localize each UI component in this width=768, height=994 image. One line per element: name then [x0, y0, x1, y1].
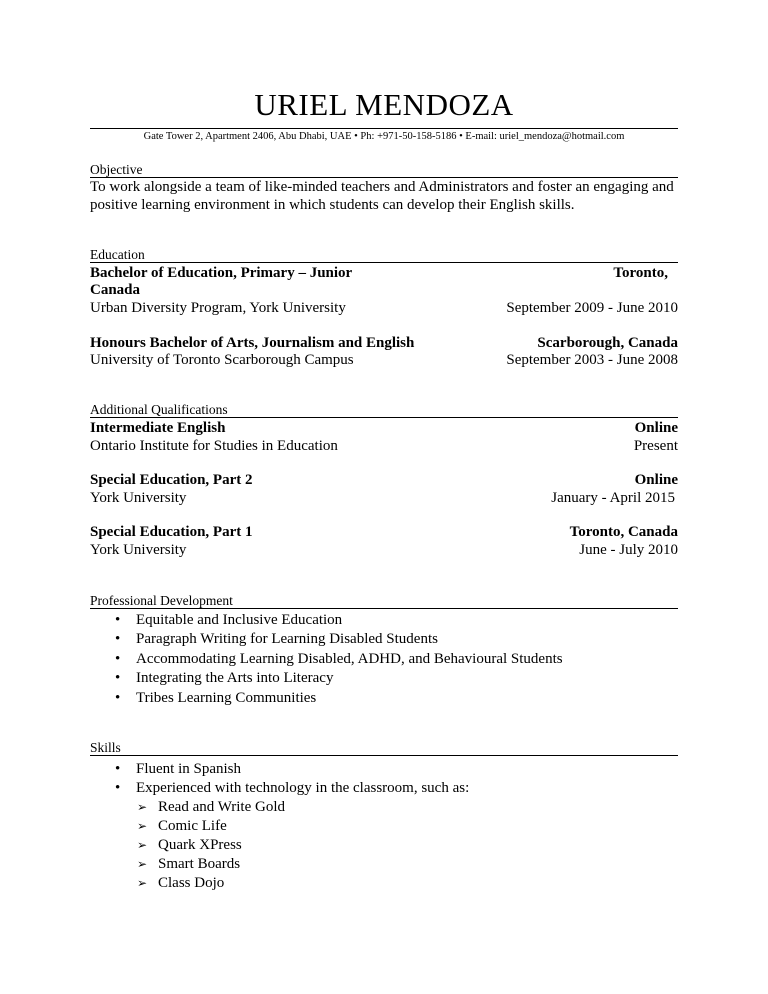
candidate-name: URIEL MENDOZA [254, 87, 514, 122]
course-provider: Ontario Institute for Studies in Education [90, 438, 338, 454]
course-dates: Present [633, 438, 678, 454]
list-item [115, 760, 241, 778]
list-item-text: Integrating the Arts into Literacy [136, 670, 334, 686]
bullet-icon: • [115, 631, 121, 647]
objective-text: To work alongside a team of like-minded teachers and Administrators and foster an engaging and positive learning environment in which students can develop their English skills. [90, 179, 674, 213]
bullet-icon: • [115, 612, 121, 628]
qualifications-heading: Additional Qualifications [90, 402, 678, 418]
education-entry-1-header [90, 264, 678, 282]
course-title: Special Education, Part 1 [90, 524, 253, 540]
degree-location: Toronto, [613, 265, 668, 281]
degree-title: Bachelor of Education, Primary – Junior [90, 265, 353, 281]
list-item [115, 689, 316, 707]
sub-list-item-text: Smart Boards [158, 856, 241, 872]
qualification-2-header [90, 471, 678, 489]
education-entry-2-details [90, 351, 678, 369]
qualification-3-header [90, 523, 678, 541]
education-dates: September 2009 - June 2010 [506, 300, 678, 316]
bullet-icon: • [115, 651, 121, 667]
sub-list-item-text: Quark XPress [158, 837, 242, 853]
list-item-text: Fluent in Spanish [136, 761, 242, 777]
education-entry-1-details [90, 299, 678, 317]
sub-list-item-text: Class Dojo [158, 875, 225, 891]
degree-title: Honours Bachelor of Arts, Journalism and English [90, 335, 415, 351]
arrow-bullet-icon: ➢ [137, 819, 148, 833]
education-entry-2-header [90, 334, 678, 352]
sub-list-item-text: Comic Life [158, 818, 227, 834]
course-provider: York University [90, 490, 187, 506]
list-item-text: Equitable and Inclusive Education [136, 612, 343, 628]
course-dates: January - April 2015 [551, 490, 675, 506]
course-location: Toronto, Canada [569, 524, 678, 540]
education-dates: September 2003 - June 2008 [506, 352, 678, 368]
contact-line: Gate Tower 2, Apartment 2406, Abu Dhabi, UAE • Ph: +971-50-158-5186 • E-mail: uriel_mendoza@hotmail.com [143, 131, 625, 142]
education-entry-1-location-cont [90, 281, 678, 299]
list-item [115, 630, 438, 648]
list-item-text: Paragraph Writing for Learning Disabled Students [136, 631, 438, 647]
course-dates: June - July 2010 [579, 542, 678, 558]
header-rule [90, 128, 678, 129]
list-item [115, 611, 342, 629]
school-name: Urban Diversity Program, York University [90, 300, 346, 316]
arrow-bullet-icon: ➢ [137, 857, 148, 871]
bullet-icon: • [115, 761, 121, 777]
sub-list-item [137, 817, 227, 835]
arrow-bullet-icon: ➢ [137, 876, 148, 890]
education-heading: Education [90, 247, 678, 263]
course-title: Intermediate English [90, 420, 226, 436]
sub-list-item [137, 836, 242, 854]
skills-heading: Skills [90, 740, 678, 756]
course-provider: York University [90, 542, 187, 558]
bullet-icon: • [115, 670, 121, 686]
arrow-bullet-icon: ➢ [137, 800, 148, 814]
degree-location-continued: Canada [90, 282, 141, 298]
sub-list-item [137, 798, 285, 816]
course-location: Online [634, 472, 678, 488]
school-name: University of Toronto Scarborough Campus [90, 352, 354, 368]
qualification-1-header [90, 419, 678, 437]
list-item-text: Accommodating Learning Disabled, ADHD, and Behavioural Students [136, 651, 563, 667]
bullet-icon: • [115, 690, 121, 706]
sub-list-item-text: Read and Write Gold [158, 799, 286, 815]
degree-location: Scarborough, Canada [537, 335, 678, 351]
list-item [115, 779, 469, 797]
qualification-1-details [90, 437, 678, 455]
qualification-2-details [90, 489, 678, 507]
course-title: Special Education, Part 2 [90, 472, 253, 488]
arrow-bullet-icon: ➢ [137, 838, 148, 852]
bullet-icon: • [115, 780, 121, 796]
course-location: Online [634, 420, 678, 436]
development-heading: Professional Development [90, 593, 678, 609]
list-item-text: Experienced with technology in the classroom, such as: [136, 780, 470, 796]
sub-list-item [137, 855, 240, 873]
list-item [115, 669, 333, 687]
qualification-3-details [90, 541, 678, 559]
list-item [115, 650, 563, 668]
objective-heading: Objective [90, 162, 678, 178]
list-item-text: Tribes Learning Communities [136, 690, 317, 706]
sub-list-item [137, 874, 224, 892]
